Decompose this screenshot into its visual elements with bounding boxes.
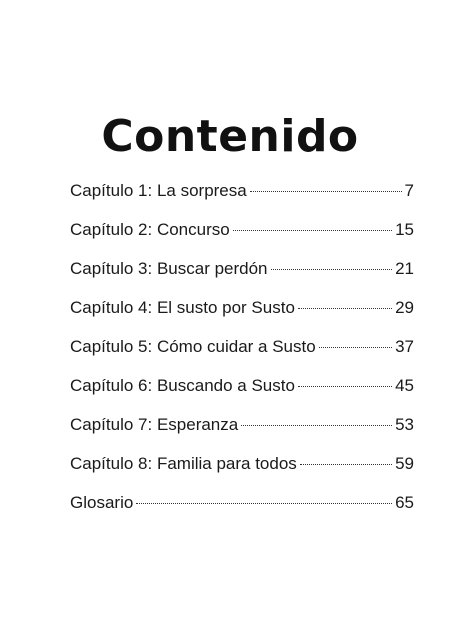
toc-entry-label: Glosario [70,493,134,512]
toc-entry-label: Capítulo 5: Cómo cuidar a Susto [70,337,316,356]
dot-leader [298,386,392,387]
dot-leader [298,308,392,309]
toc-entry [70,453,414,492]
toc-entry-page-number: 37 [395,337,414,356]
toc-entry-page-number: 21 [395,259,414,278]
toc-entry-page-number: 29 [395,298,414,317]
toc-entry-label: Capítulo 6: Buscando a Susto [70,376,295,395]
toc-entry [70,297,414,336]
toc-entry-label: Capítulo 3: Buscar perdón [70,259,268,278]
toc-entry-page-number: 7 [404,181,414,200]
toc-entry-label: Capítulo 4: El susto por Susto [70,298,295,317]
dot-leader [319,347,392,348]
toc-entry [70,492,414,531]
toc-entry-label: Capítulo 1: La sorpresa [70,181,247,200]
toc-entry-label: Capítulo 2: Concurso [70,220,230,239]
toc-entry [70,180,414,219]
toc-entry-page-number: 65 [395,493,414,512]
dot-leader [300,464,392,465]
toc-entry [70,414,414,453]
toc-entry-label: Capítulo 8: Familia para todos [70,454,297,473]
toc-entry-page-number: 45 [395,376,414,395]
page-title: Contenido [101,111,359,163]
table-of-contents [70,180,414,531]
dot-leader [271,269,393,270]
toc-entry [70,375,414,414]
toc-entry-page-number: 15 [395,220,414,239]
toc-entry [70,219,414,258]
dot-leader [233,230,392,231]
dot-leader [250,191,402,192]
toc-entry [70,258,414,297]
dot-leader [136,503,392,504]
toc-entry [70,336,414,375]
toc-entry-page-number: 59 [395,454,414,473]
toc-entry-label: Capítulo 7: Esperanza [70,415,239,434]
toc-entry-page-number: 53 [395,415,414,434]
dot-leader [241,425,392,426]
